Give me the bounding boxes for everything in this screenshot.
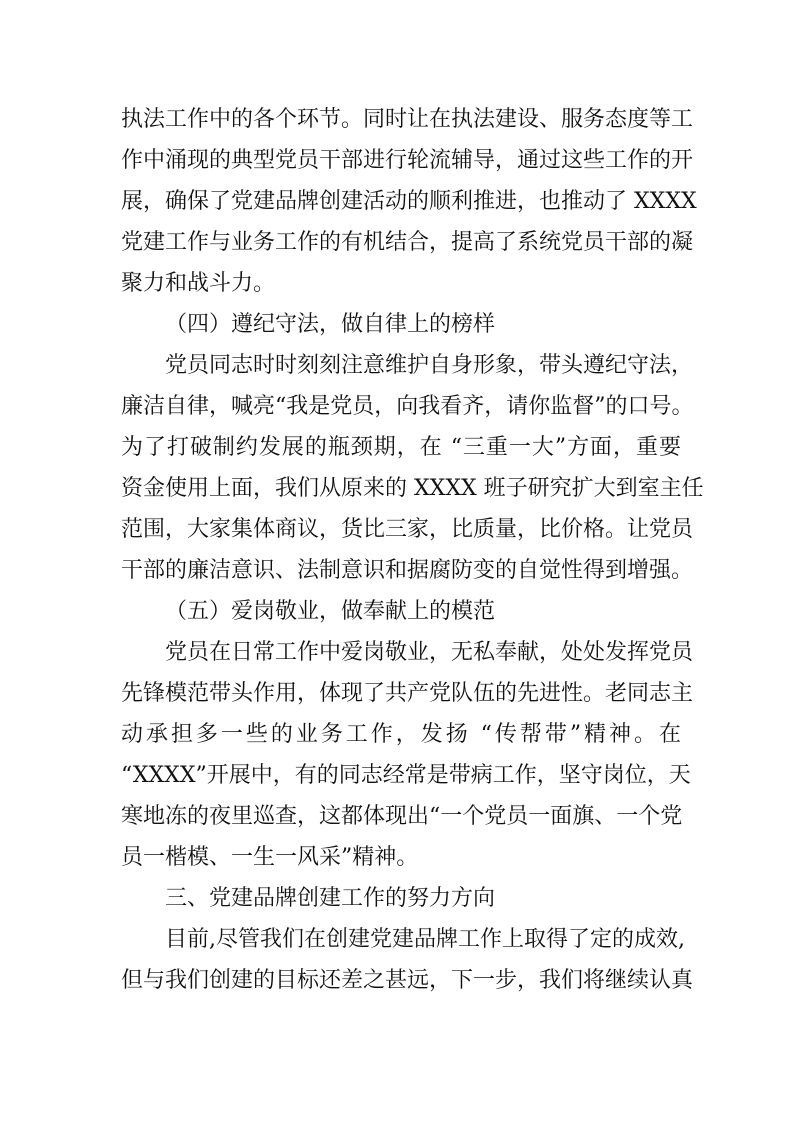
section-heading: （四）遵纪守法，做自律上的榜样 bbox=[165, 312, 496, 337]
paragraph-line: 作中涌现的典型党员干部进行轮流辅导，通过这些工作的开 bbox=[121, 148, 694, 173]
paragraph-line: 范围，大家集体商议，货比三家，比质量，比价格。让党员 bbox=[121, 517, 694, 542]
paragraph-line: 廉洁自律，喊亮“我是党员，向我看齐，请你监督”的口号。 bbox=[121, 394, 694, 419]
paragraph-line: 动承担多一些的业务工作，发扬 “传帮带”精神。在 bbox=[121, 722, 681, 747]
paragraph-line: 展，确保了党建品牌创建活动的顺利推进，也推动了 XXXX bbox=[121, 189, 697, 214]
paragraph-line: 执法工作中的各个环节。同时让在执法建设、服务态度等工 bbox=[121, 107, 694, 132]
paragraph-line: 目前,尽管我们在创建党建品牌工作上取得了定的成效, bbox=[165, 927, 685, 952]
paragraph-line: “XXXX”开展中，有的同志经常是带病工作，坚守岗位，天 bbox=[121, 763, 691, 788]
paragraph-line: 干部的廉洁意识、法制意识和据腐防变的自觉性得到增强。 bbox=[121, 558, 694, 583]
paragraph-line: 但与我们创建的目标还差之甚远，下一步，我们将继续认真 bbox=[121, 968, 694, 993]
paragraph-line: 先锋模范带头作用，体现了共产党队伍的先进性。老同志主 bbox=[121, 681, 694, 706]
paragraph-line: 党员同志时时刻刻注意维护自身形象，带头遵纪守法， bbox=[165, 353, 694, 378]
paragraph-line: 聚力和战斗力。 bbox=[121, 271, 276, 296]
section-heading: 三、党建品牌创建工作的努力方向 bbox=[165, 886, 496, 911]
section-heading: （五）爱岗敬业，做奉献上的模范 bbox=[165, 599, 496, 624]
paragraph-line: 为了打破制约发展的瓶颈期，在 “三重一大”方面，重要 bbox=[121, 435, 681, 460]
paragraph-line: 党建工作与业务工作的有机结合，提高了系统党员干部的凝 bbox=[121, 230, 694, 255]
paragraph-line: 寒地冻的夜里巡查，这都体现出“一个党员一面旗、一个党 bbox=[121, 804, 683, 829]
paragraph-line: 党员在日常工作中爱岗敬业，无私奉献，处处发挥党员 bbox=[165, 640, 694, 665]
paragraph-line: 资金使用上面，我们从原来的 XXXX 班子研究扩大到室主任 bbox=[121, 476, 704, 501]
paragraph-line: 员一楷模、一生一风采”精神。 bbox=[121, 845, 419, 870]
